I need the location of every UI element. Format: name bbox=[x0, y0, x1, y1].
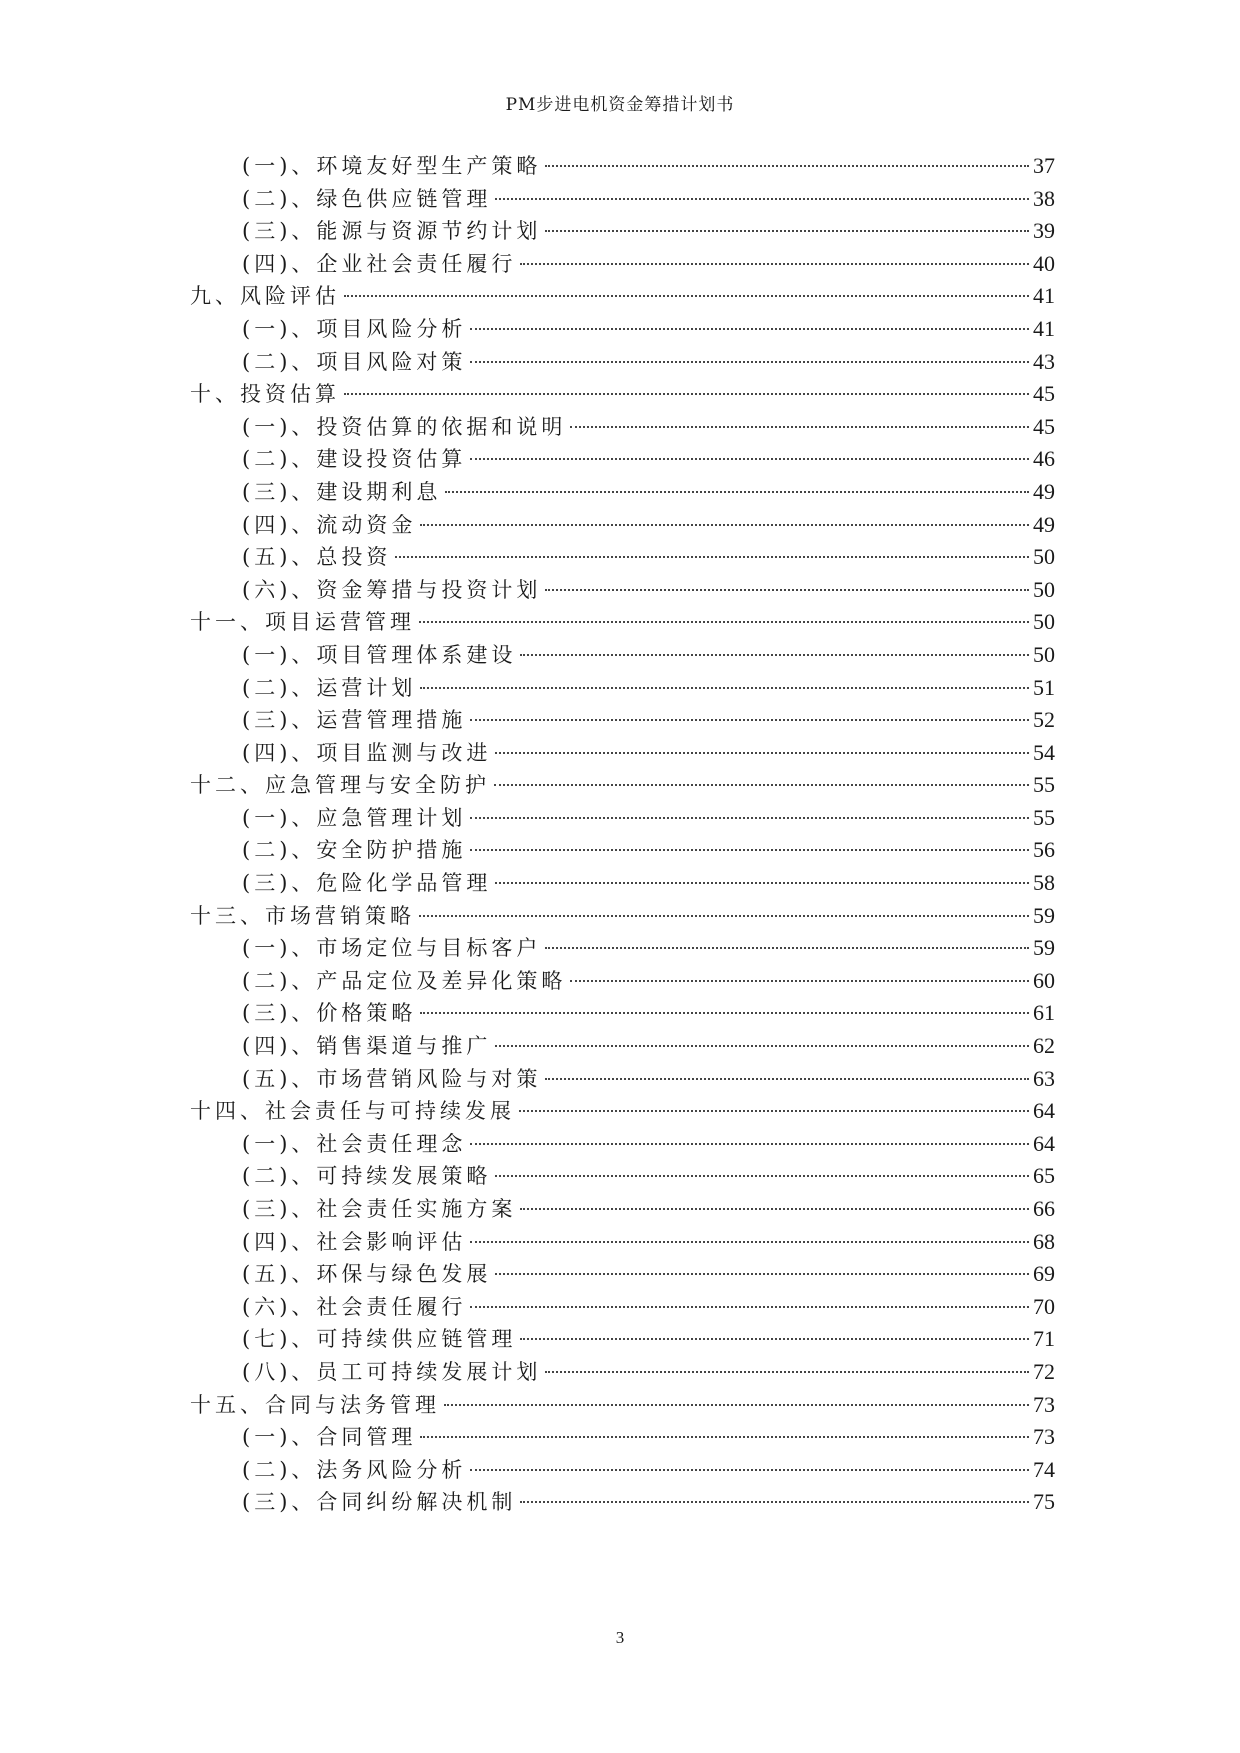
toc-entry-page: 69 bbox=[1033, 1261, 1055, 1287]
toc-chapter-entry[interactable] bbox=[190, 1095, 1055, 1128]
toc-dot-leader bbox=[520, 1501, 1029, 1503]
toc-entry-page: 50 bbox=[1033, 641, 1055, 667]
toc-dot-leader bbox=[420, 1012, 1029, 1014]
toc-entry-page: 49 bbox=[1033, 511, 1055, 537]
toc-dot-leader bbox=[420, 524, 1029, 526]
toc-dot-leader bbox=[545, 165, 1029, 167]
toc-entry-page: 49 bbox=[1033, 478, 1055, 504]
toc-entry-page: 41 bbox=[1033, 283, 1055, 309]
toc-entry-label: (一)、项目风险分析 bbox=[242, 316, 467, 341]
toc-entry-page: 45 bbox=[1033, 381, 1055, 407]
toc-dot-leader bbox=[545, 589, 1029, 591]
toc-section-entry[interactable] bbox=[190, 411, 1055, 444]
toc-entry-page: 54 bbox=[1033, 739, 1055, 765]
toc-dot-leader bbox=[495, 1273, 1029, 1275]
toc-section-entry[interactable] bbox=[190, 183, 1055, 216]
toc-dot-leader bbox=[419, 915, 1029, 917]
toc-section-entry[interactable] bbox=[190, 443, 1055, 476]
toc-section-entry[interactable] bbox=[190, 1063, 1055, 1096]
toc-entry-page: 72 bbox=[1033, 1358, 1055, 1384]
toc-entry-page: 66 bbox=[1033, 1196, 1055, 1221]
toc-entry-label: (一)、投资估算的依据和说明 bbox=[242, 414, 567, 439]
toc-dot-leader bbox=[545, 230, 1029, 232]
toc-entry-label: (一)、社会责任理念 bbox=[242, 1131, 467, 1156]
toc-entry-label: (一)、合同管理 bbox=[242, 1425, 417, 1450]
toc-section-entry[interactable] bbox=[190, 1030, 1055, 1063]
toc-entry-page: 41 bbox=[1033, 315, 1055, 341]
toc-entry-label: (二)、运营计划 bbox=[242, 675, 417, 700]
toc-entry-label: (二)、产品定位及差异化策略 bbox=[242, 968, 567, 993]
toc-section-entry[interactable] bbox=[190, 867, 1055, 900]
toc-section-entry[interactable] bbox=[190, 1291, 1055, 1324]
toc-entry-page: 65 bbox=[1033, 1163, 1055, 1189]
toc-entry-page: 45 bbox=[1033, 413, 1055, 439]
toc-entry-page: 60 bbox=[1033, 967, 1055, 993]
toc-entry-label: 十三、市场营销策略 bbox=[190, 903, 415, 928]
toc-entry-page: 52 bbox=[1033, 707, 1055, 733]
toc-entry-label: (五)、总投资 bbox=[242, 545, 392, 570]
toc-entry-label: (二)、可持续发展策略 bbox=[242, 1164, 492, 1189]
toc-section-entry[interactable] bbox=[190, 1128, 1055, 1161]
toc-entry-label: (四)、企业社会责任履行 bbox=[242, 251, 517, 276]
toc-entry-label: (三)、运营管理措施 bbox=[242, 708, 467, 733]
toc-dot-leader bbox=[470, 1469, 1029, 1471]
toc-entry-page: 40 bbox=[1033, 250, 1055, 276]
toc-section-entry[interactable] bbox=[190, 574, 1055, 607]
toc-dot-leader bbox=[495, 882, 1029, 884]
toc-section-entry[interactable] bbox=[190, 346, 1055, 379]
toc-entry-page: 58 bbox=[1033, 870, 1055, 896]
toc-entry-page: 61 bbox=[1033, 1000, 1055, 1026]
toc-section-entry[interactable] bbox=[190, 802, 1055, 835]
toc-entry-label: (六)、资金筹措与投资计划 bbox=[242, 577, 542, 602]
toc-dot-leader bbox=[470, 361, 1029, 363]
toc-section-entry[interactable] bbox=[190, 1421, 1055, 1454]
toc-dot-leader bbox=[545, 947, 1029, 949]
toc-section-entry[interactable] bbox=[190, 1356, 1055, 1389]
toc-entry-page: 59 bbox=[1033, 902, 1055, 928]
toc-entry-page: 74 bbox=[1033, 1456, 1055, 1482]
toc-entry-label: (五)、环保与绿色发展 bbox=[242, 1262, 492, 1287]
toc-dot-leader bbox=[470, 1241, 1029, 1243]
toc-section-entry[interactable] bbox=[190, 639, 1055, 672]
toc-dot-leader bbox=[470, 817, 1029, 819]
toc-dot-leader bbox=[570, 980, 1029, 982]
toc-entry-label: (三)、危险化学品管理 bbox=[242, 871, 492, 896]
toc-section-entry[interactable] bbox=[190, 1193, 1055, 1226]
toc-dot-leader bbox=[545, 1371, 1029, 1373]
toc-entry-page: 46 bbox=[1033, 446, 1055, 472]
toc-entry-page: 43 bbox=[1033, 348, 1055, 374]
toc-dot-leader bbox=[495, 752, 1029, 754]
toc-entry-label: (三)、能源与资源节约计划 bbox=[242, 219, 542, 244]
toc-section-entry[interactable] bbox=[190, 1160, 1055, 1193]
toc-section-entry[interactable] bbox=[190, 509, 1055, 542]
toc-entry-label: (三)、合同纠纷解决机制 bbox=[242, 1490, 517, 1515]
toc-chapter-entry[interactable] bbox=[190, 378, 1055, 411]
toc-dot-leader bbox=[344, 295, 1029, 297]
toc-entry-label: (四)、社会影响评估 bbox=[242, 1229, 467, 1254]
toc-entry-label: 十、投资估算 bbox=[190, 382, 340, 407]
toc-dot-leader bbox=[470, 719, 1029, 721]
toc-entry-page: 55 bbox=[1033, 804, 1055, 830]
toc-chapter-entry[interactable] bbox=[190, 280, 1055, 313]
toc-entry-label: (一)、环境友好型生产策略 bbox=[242, 154, 542, 178]
toc-dot-leader bbox=[445, 491, 1029, 493]
toc-section-entry[interactable] bbox=[190, 704, 1055, 737]
toc-entry-page: 50 bbox=[1033, 576, 1055, 602]
toc-dot-leader bbox=[470, 1306, 1029, 1308]
toc-entry-page: 73 bbox=[1033, 1424, 1055, 1450]
toc-dot-leader bbox=[419, 621, 1029, 623]
toc-dot-leader bbox=[420, 1436, 1029, 1438]
toc-entry-label: (四)、销售渠道与推广 bbox=[242, 1034, 492, 1059]
toc-chapter-entry[interactable] bbox=[190, 900, 1055, 933]
toc-dot-leader bbox=[470, 328, 1029, 330]
toc-dot-leader bbox=[470, 1143, 1029, 1145]
toc-entry-label: (四)、流动资金 bbox=[242, 512, 417, 537]
toc-entry-page: 75 bbox=[1033, 1489, 1055, 1515]
toc-entry-label: (三)、价格策略 bbox=[242, 1001, 417, 1026]
toc-dot-leader bbox=[570, 426, 1029, 428]
toc-section-entry[interactable] bbox=[190, 1323, 1055, 1356]
toc-section-entry[interactable] bbox=[190, 965, 1055, 998]
toc-entry-page: 64 bbox=[1033, 1130, 1055, 1156]
toc-entry-page: 59 bbox=[1033, 935, 1055, 961]
toc-section-entry[interactable] bbox=[190, 1486, 1055, 1519]
toc-entry-label: (六)、社会责任履行 bbox=[242, 1294, 467, 1319]
toc-dot-leader bbox=[470, 849, 1029, 851]
toc-section-entry[interactable] bbox=[190, 150, 1055, 183]
toc-entry-label: (二)、安全防护措施 bbox=[242, 838, 467, 863]
toc-entry-page: 62 bbox=[1033, 1033, 1055, 1059]
toc-dot-leader bbox=[495, 198, 1029, 200]
toc-entry-label: 十四、社会责任与可持续发展 bbox=[190, 1099, 515, 1124]
toc-entry-label: 十二、应急管理与安全防护 bbox=[190, 773, 490, 798]
toc-entry-label: (三)、社会责任实施方案 bbox=[242, 1197, 517, 1221]
toc-entry-page: 68 bbox=[1033, 1228, 1055, 1254]
toc-entry-page: 71 bbox=[1033, 1326, 1055, 1352]
toc-chapter-entry[interactable] bbox=[190, 769, 1055, 802]
toc-dot-leader bbox=[420, 687, 1029, 689]
page-header-title: PM步进电机资金筹措计划书 bbox=[505, 95, 735, 115]
toc-section-entry[interactable] bbox=[190, 1258, 1055, 1291]
toc-entry-page: 73 bbox=[1033, 1391, 1055, 1417]
toc-entry-page: 55 bbox=[1033, 772, 1055, 798]
toc-section-entry[interactable] bbox=[190, 541, 1055, 574]
toc-entry-label: 十一、项目运营管理 bbox=[190, 610, 415, 635]
toc-dot-leader bbox=[545, 1078, 1029, 1080]
toc-entry-label: (五)、市场营销风险与对策 bbox=[242, 1066, 542, 1091]
toc-chapter-entry[interactable] bbox=[190, 606, 1055, 639]
toc-section-entry[interactable] bbox=[190, 215, 1055, 248]
table-of-contents bbox=[190, 150, 1055, 1519]
toc-dot-leader bbox=[520, 1338, 1029, 1340]
toc-dot-leader bbox=[444, 1404, 1029, 1406]
toc-dot-leader bbox=[344, 393, 1029, 395]
toc-section-entry[interactable] bbox=[190, 672, 1055, 705]
toc-section-entry[interactable] bbox=[190, 1226, 1055, 1259]
toc-entry-label: (一)、项目管理体系建设 bbox=[242, 642, 517, 667]
toc-section-entry[interactable] bbox=[190, 834, 1055, 867]
toc-entry-page: 51 bbox=[1033, 674, 1055, 700]
toc-dot-leader bbox=[520, 654, 1029, 656]
toc-section-entry[interactable] bbox=[190, 997, 1055, 1030]
toc-entry-label: (三)、建设期利息 bbox=[242, 479, 442, 504]
toc-entry-label: (四)、项目监测与改进 bbox=[242, 740, 492, 765]
toc-entry-label: 十五、合同与法务管理 bbox=[190, 1392, 440, 1417]
toc-entry-page: 56 bbox=[1033, 837, 1055, 863]
toc-section-entry[interactable] bbox=[190, 313, 1055, 346]
toc-dot-leader bbox=[520, 263, 1029, 265]
toc-entry-page: 70 bbox=[1033, 1293, 1055, 1319]
toc-entry-page: 63 bbox=[1033, 1065, 1055, 1091]
toc-entry-page: 50 bbox=[1033, 609, 1055, 635]
toc-section-entry[interactable] bbox=[190, 1454, 1055, 1487]
toc-dot-leader bbox=[470, 458, 1029, 460]
toc-section-entry[interactable] bbox=[190, 476, 1055, 509]
toc-section-entry[interactable] bbox=[190, 932, 1055, 965]
toc-entry-page: 37 bbox=[1033, 153, 1055, 178]
toc-chapter-entry[interactable] bbox=[190, 1389, 1055, 1422]
toc-dot-leader bbox=[495, 1175, 1029, 1177]
toc-entry-label: 九、风险评估 bbox=[190, 284, 340, 309]
toc-entry-label: (二)、法务风险分析 bbox=[242, 1457, 467, 1482]
toc-entry-label: (二)、绿色供应链管理 bbox=[242, 186, 492, 211]
toc-entry-page: 39 bbox=[1033, 218, 1055, 244]
toc-entry-page: 50 bbox=[1033, 544, 1055, 570]
toc-dot-leader bbox=[520, 1208, 1029, 1210]
toc-section-entry[interactable] bbox=[190, 248, 1055, 281]
toc-section-entry[interactable] bbox=[190, 737, 1055, 770]
toc-entry-label: (一)、应急管理计划 bbox=[242, 805, 467, 830]
page-number: 3 bbox=[615, 1628, 625, 1647]
toc-entry-label: (八)、员工可持续发展计划 bbox=[242, 1359, 542, 1384]
toc-entry-label: (二)、建设投资估算 bbox=[242, 447, 467, 472]
toc-entry-label: (七)、可持续供应链管理 bbox=[242, 1327, 517, 1352]
toc-entry-label: (一)、市场定位与目标客户 bbox=[242, 936, 542, 961]
toc-entry-page: 64 bbox=[1033, 1098, 1055, 1124]
toc-dot-leader bbox=[519, 1110, 1029, 1112]
toc-dot-leader bbox=[395, 556, 1029, 558]
toc-dot-leader bbox=[495, 1045, 1029, 1047]
toc-dot-leader bbox=[494, 784, 1029, 786]
toc-entry-page: 38 bbox=[1033, 185, 1055, 211]
toc-entry-label: (二)、项目风险对策 bbox=[242, 349, 467, 374]
